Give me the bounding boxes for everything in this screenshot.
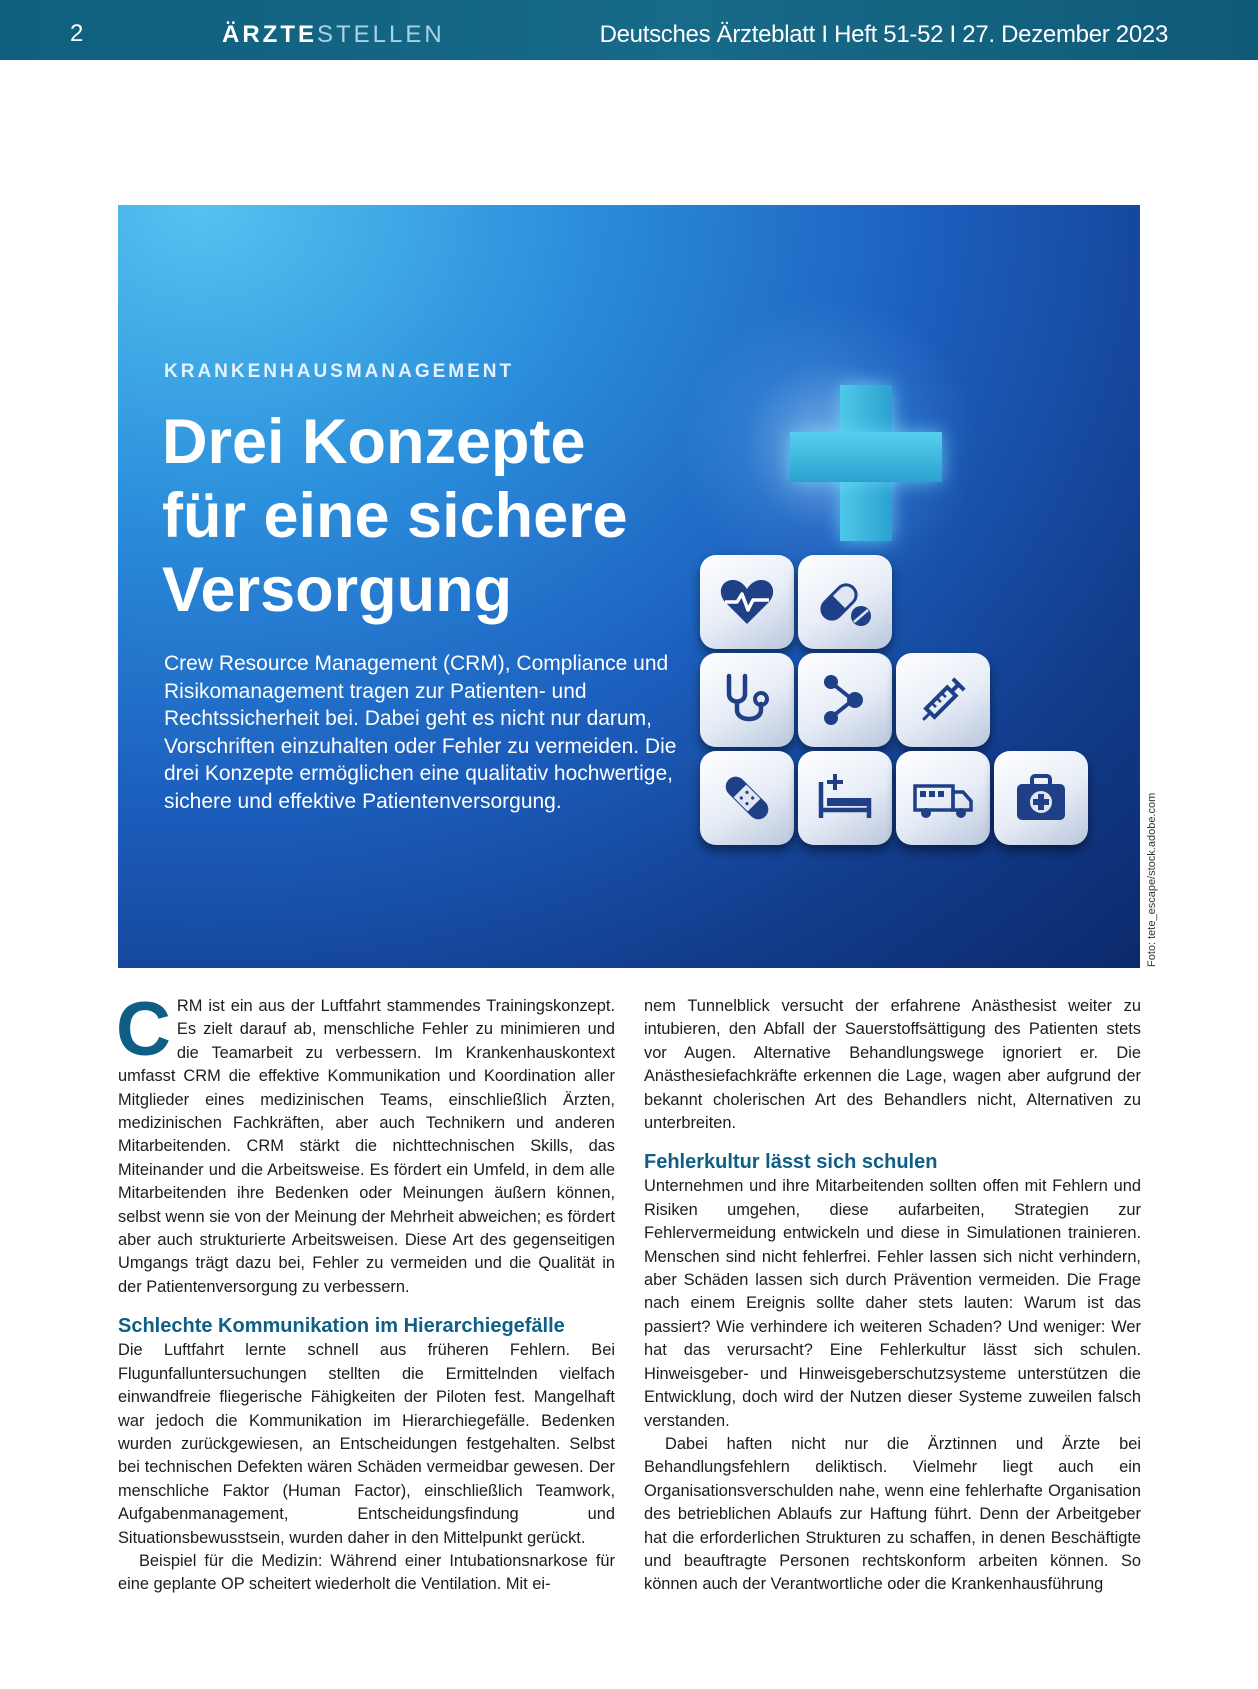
paragraph: Die Luftfahrt lernte schnell aus früheren Fehlern. Bei Flugunfalluntersuchungen stellten die Ermittelnden vielfach einwandfreie fliegerische Fähigkeiten der Piloten fest. Mangelhaft war jedoch die Kommunikation im Hierarchiegefälle. Bedenken wurden zurückgewiesen, an Entscheidungen festgehalten. Selbst bei technischen Defekten wären Schäden vermeidbar gewesen. Der menschliche Faktor (Human Factor), einschließlich Teamwork, Aufgabenmanagement, Entscheidungsfindung und Situationsbewusstsein, wurden daher in den Mittelpunkt gerückt. (118, 1341, 615, 1547)
subheading: Fehlerkultur lässt sich schulen (644, 1151, 938, 1174)
die-molecule (798, 653, 892, 747)
brand-logo (222, 21, 445, 49)
page-number: 2 (70, 20, 84, 47)
article-lead: Crew Resource Management (CRM), Compliance und Risikomanagement tragen zur Patienten- und Rechtssicherheit bei. Dabei geht es nicht nur darum, Vorschriften einzuhalten oder Fehler zu vermeiden. Die drei Konzepte ermöglichen eine qualitativ hochwertige, sichere und effektive Patientenversorgung. (164, 652, 677, 813)
die-bed (798, 751, 892, 845)
die-ambulance (896, 751, 990, 845)
die-bandage (700, 751, 794, 845)
paragraph-text: RM ist ein aus der Luftfahrt stammendes Trainingskonzept. Es zielt darauf ab, menschliche Fehler zu minimieren und die Teamarbeit zu verbessern. Im Krankenhauskontext umfasst CRM die effektive Kommunikation und Koordination aller Mitglieder eines medizinischen Teams, einschließlich Ärzten, medizinischen Fachkräften, aber auch Technikern und anderen Mitarbeitenden. CRM stärkt die nichttechnischen Skills, das Miteinander und die Arbeitsweise. Es fördert ein Umfeld, in dem alle Mitarbeitenden ihre Bedenken oder Meinungen äußern können, selbst wenn sie von der Meinung der Mehrheit abweichen; es fördert aber auch strukturierte Arbeitsweisen. Diese Art des gegenseitigen Umgangs trägt dazu bei, Fehler zu vermeiden und die Qualität in der Patientenversorgung zu verbessern. (118, 997, 615, 1296)
heart-pulse-icon (717, 572, 777, 632)
article-column-2 (644, 995, 1141, 1597)
die-first-aid (994, 751, 1088, 845)
section-kicker: KRANKENHAUSMANAGEMENT (164, 361, 515, 382)
title-line-1: Drei Konzepte (162, 407, 586, 477)
paragraph: Dabei haften nicht nur die Ärztinnen und Ärzte bei Behandlungsfehlern deliktisch. Vielmehr liegt auch ein Organisationsverschulden nahe, wenn eine fehlerhafte Organisation des betrieblichen Ablaufs zur Haftung führt. Denn der Arbeitgeber hat die erforderlichen Strukturen zu schaffen, in denen Beschäftigte und beauftragte Personen rechtskonform arbeiten können. So können auch der Verantwortliche oder die Krankenhausführung (644, 1434, 1141, 1594)
paragraph: Unternehmen und ihre Mitarbeitenden sollten offen mit Fehlern und Risiken umgehen, diese aufarbeiten, Strategien zur Fehlervermeidung entwickeln und diese in Simulationen trainieren. Menschen sind nicht fehlerfrei. Fehler lassen sich nicht verhindern, aber Schäden lassen sich durch Prävention vermeiden. Die Frage nach einem Ereignis sollte daher stets lauten: Warum ist das passiert? Wie verhindere ich weiteren Schaden? Und weniger: Wer hat das verursacht? Eine Fehlerkultur lässt sich schulen. Hinweisgeber- und Hinweisgeberschutzsysteme unterstützen die Entwicklung, doch wird der Nutzen dieser Systeme zuweilen falsch verstanden. (644, 1177, 1141, 1430)
stethoscope-icon (717, 670, 777, 730)
first-aid-kit-icon (1011, 768, 1071, 828)
title-line-3: Versorgung (162, 555, 513, 625)
article-title (162, 405, 682, 627)
drop-cap: C (116, 987, 171, 1072)
brand-part2: STELLEN (317, 21, 445, 48)
molecule-icon (815, 670, 875, 730)
journal-issue-line: Deutsches Ärzteblatt I Heft 51-52 I 27. Dezember 2023 (599, 21, 1168, 48)
subheading: Schlechte Kommunikation im Hierarchiegefälle (118, 1315, 565, 1338)
article-column-1 (116, 987, 615, 1597)
paragraph: Beispiel für die Medizin: Während einer Intubationsnarkose für eine geplante OP scheitert wiederholt die Ventilation. Mit ei- (118, 1551, 615, 1594)
bandage-icon (717, 768, 777, 828)
die-pill (798, 555, 892, 649)
brand-part1: ÄRZTE (222, 21, 317, 48)
hospital-bed-icon (815, 768, 875, 828)
die-heart (700, 555, 794, 649)
paragraph: nem Tunnelblick versucht der erfahrene Anästhesist weiter zu intubieren, den Abfall der Sauerstoffsättigung des Patienten stets vor Augen. Alternative Behandlungswege ignoriert er. Die Anästhesiefachkräfte erkennen die Lage, wagen aber aufgrund der bekannt cholerischen Art des Behandlers nicht, Alternativen zu unterbreiten. (644, 997, 1141, 1133)
header-bar (0, 0, 1258, 60)
photo-credit: Foto: tete_escape/stock.adobe.com (1146, 792, 1158, 967)
syringe-icon (913, 670, 973, 730)
die-syringe (896, 653, 990, 747)
die-stethoscope (700, 653, 794, 747)
pill-icon (815, 572, 875, 632)
hero-image (118, 205, 1140, 968)
ambulance-icon (913, 768, 973, 828)
paragraph (116, 987, 615, 1299)
title-line-2: für eine sichere (162, 481, 628, 551)
